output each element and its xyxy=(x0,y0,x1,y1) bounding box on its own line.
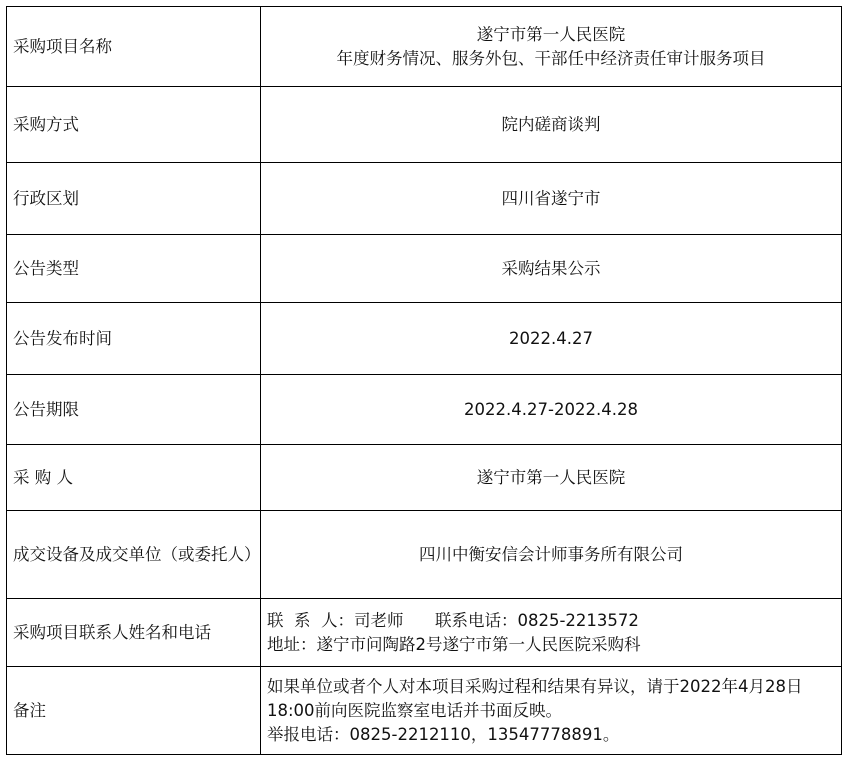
remarks-line-1: 如果单位或者个人对本项目采购过程和结果有异议，请于2022年4月28日18:00前向医院监察室电话并书面反映。 xyxy=(267,676,803,720)
value-remarks xyxy=(261,667,842,755)
project-name-line-1: 遂宁市第一人民医院 xyxy=(476,24,626,44)
value-purchaser: 遂宁市第一人民医院 xyxy=(261,445,842,511)
label-region: 行政区划 xyxy=(7,163,261,235)
row-winner xyxy=(7,511,842,599)
value-project-name xyxy=(261,7,842,87)
row-region xyxy=(7,163,842,235)
procurement-notice-table xyxy=(6,6,842,755)
value-contact xyxy=(261,599,842,667)
row-contact xyxy=(7,599,842,667)
contact-line-2: 地址：遂宁市问陶路2号遂宁市第一人民医院采购科 xyxy=(267,634,641,654)
label-winner: 成交设备及成交单位（或委托人） xyxy=(7,511,261,599)
value-region: 四川省遂宁市 xyxy=(261,163,842,235)
value-winner: 四川中衡安信会计师事务所有限公司 xyxy=(261,511,842,599)
row-method xyxy=(7,87,842,163)
row-project-name xyxy=(7,7,842,87)
row-notice-type xyxy=(7,235,842,303)
value-period: 2022.4.27-2022.4.28 xyxy=(261,375,842,445)
label-project-name: 采购项目名称 xyxy=(7,7,261,87)
value-notice-type: 采购结果公示 xyxy=(261,235,842,303)
value-method: 院内磋商谈判 xyxy=(261,87,842,163)
label-publish-time: 公告发布时间 xyxy=(7,303,261,375)
row-period xyxy=(7,375,842,445)
row-purchaser xyxy=(7,445,842,511)
value-publish-time: 2022.4.27 xyxy=(261,303,842,375)
label-contact: 采购项目联系人姓名和电话 xyxy=(7,599,261,667)
remarks-line-2: 举报电话：0825-2212110，13547778891。 xyxy=(267,724,620,744)
label-remarks: 备注 xyxy=(7,667,261,755)
label-period: 公告期限 xyxy=(7,375,261,445)
row-remarks xyxy=(7,667,842,755)
project-name-line-2: 年度财务情况、服务外包、干部任中经济责任审计服务项目 xyxy=(336,48,766,68)
label-purchaser: 采 购 人 xyxy=(7,445,261,511)
label-notice-type: 公告类型 xyxy=(7,235,261,303)
row-publish-time xyxy=(7,303,842,375)
contact-line-1: 联 系 人：司老师 联系电话：0825-2213572 xyxy=(267,610,639,630)
label-method: 采购方式 xyxy=(7,87,261,163)
